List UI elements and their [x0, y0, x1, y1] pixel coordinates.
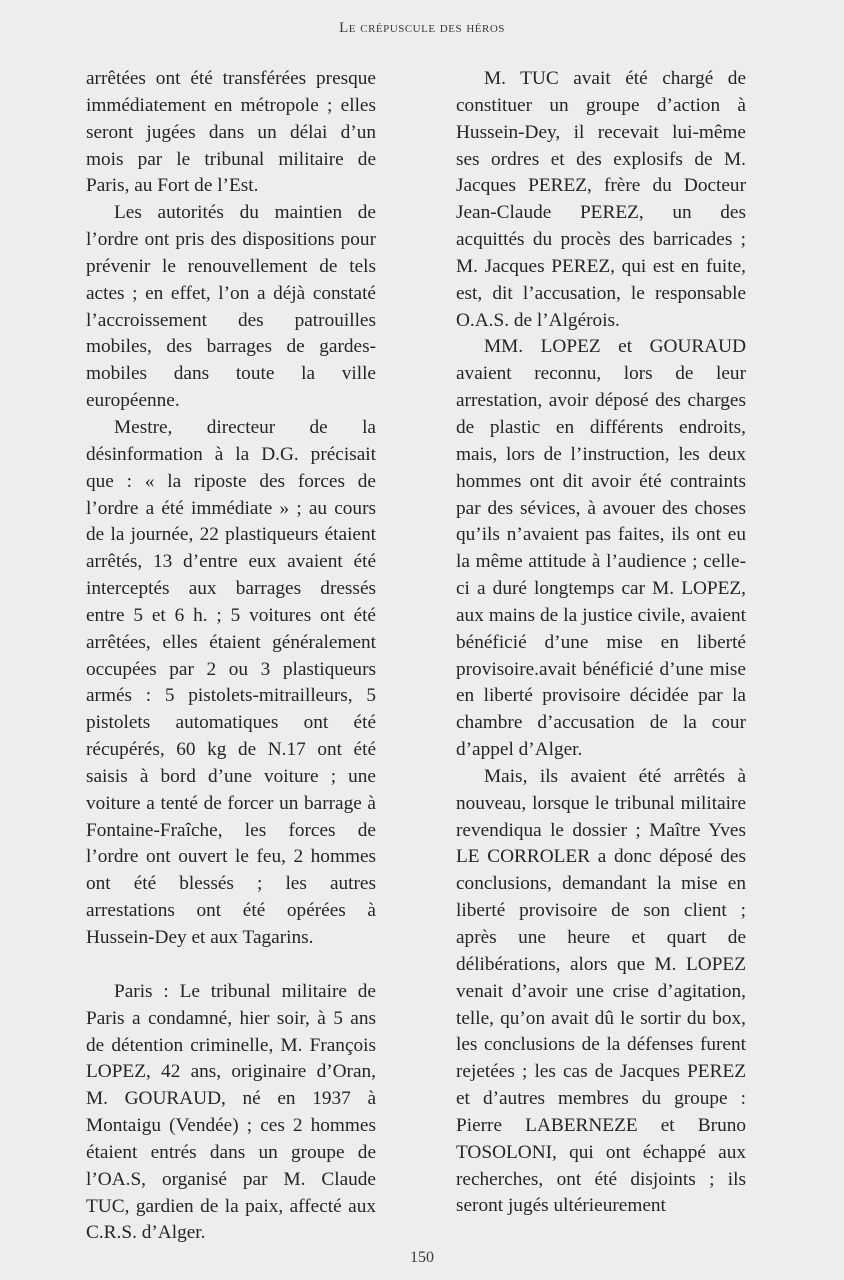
paragraph: MM. LOPEZ et GOURAUD avaient reconnu, lors de leur arrestation, avoir déposé des charges de plastic en différents endroits, mais, lors de l’instruction, les deux hommes ont dit avoir été contraints par des sévices, à avouer des choses qu’ils n’avaient pas faites, ils ont eu la même attitude à l’audience ; celle-ci a duré longtemps car M. LOPEZ, aux mains de la justice civile, avaient bénéficié d’une mise en liberté provisoire.avait bénéficié d’une mise en liberté provisoire décidée par la chambre d’accusation de la cour d’appel d’Alger. — [456, 336, 746, 761]
paragraph: Mais, ils avaient été arrêtés à nouveau, lorsque le tribunal militaire revendiqua le dossier ; Maître Yves LE CORROLER a donc déposé des conclusions, demandant la mise en liberté provisoire de son client ; après une heure et quart de délibérations, alors que M. LOPEZ venait d’avoir une crise d’agitation, telle, qu’on avait dû le sortir du box, les conclusions de la défenses furent rejetées ; les cas de Jacques PEREZ et d’autres membres du groupe : Pierre LABERNEZE et Bruno TOSOLONI, qui ont échappé aux recherches, ont été disjoints ; ils seront jugés ultérieurement — [456, 765, 746, 1217]
paragraph: Les autorités du maintien de l’ordre ont pris des dispositions pour prévenir le renouvellement de tels actes ; en effet, l’on a déjà constaté l’accroissement des patrouilles mobiles, des barrages de gardes-mobiles dans toute la ville européenne. — [86, 202, 376, 412]
running-head — [0, 20, 844, 37]
running-title: Le crépuscule des héros — [339, 20, 505, 36]
paragraph: M. TUC avait été chargé de constituer un groupe d’action à Hussein-Dey, il recevait lui-même ses ordres et des explosifs de M. Jacques PEREZ, frère du Docteur Jean-Claude PEREZ, un des acquittés du procès des barricades ; M. Jacques PEREZ, qui est en fuite, est, dit l’accusation, le responsable O.A.S. de l’Algérois. — [456, 68, 746, 331]
paragraph: Mestre, directeur de la désinformation à la D.G. précisait que : « la riposte des forces de l’ordre a été immédiate » ; au cours de la journée, 22 plastiqueurs étaient arrêtés, 13 d’entre eux avaient été interceptés aux barrages dressés entre 5 et 6 h. ; 5 voitures ont été arrêtées, elles étaient généralement occupées par 2 ou 3 plastiqueurs armés : 5 pistolets-mitrailleurs, 5 pistolets automatiques ont été récupérés, 60 kg de N.17 ont été saisis à bord d’une voiture ; une voiture a tenté de forcer un barrage à Fontaine-Fraîche, les forces de l’ordre ont ouvert le feu, 2 hommes ont été blessés ; les autres arrestations ont été opérées à Hussein-Dey et aux Tagarins. — [86, 416, 376, 948]
paragraph: arrêtées ont été transférées presque immédiatement en métropole ; elles seront jugées dans un délai d’un mois par le tribunal militaire de Paris, au Fort de l’Est. — [86, 68, 376, 197]
page-number: 150 — [410, 1249, 434, 1266]
left-column — [86, 66, 376, 1247]
right-column — [456, 66, 746, 1220]
paragraph: Paris : Le tribunal militaire de Paris a condamné, hier soir, à 5 ans de détention criminelle, M. François LOPEZ, 42 ans, originaire d’Oran, M. GOURAUD, né en 1937 à Montaigu (Vendée) ; ces 2 hommes étaient entrés dans un groupe de l’OA.S, organisé par M. Claude TUC, gardien de la paix, affecté aux C.R.S. d’Alger. — [86, 980, 376, 1244]
